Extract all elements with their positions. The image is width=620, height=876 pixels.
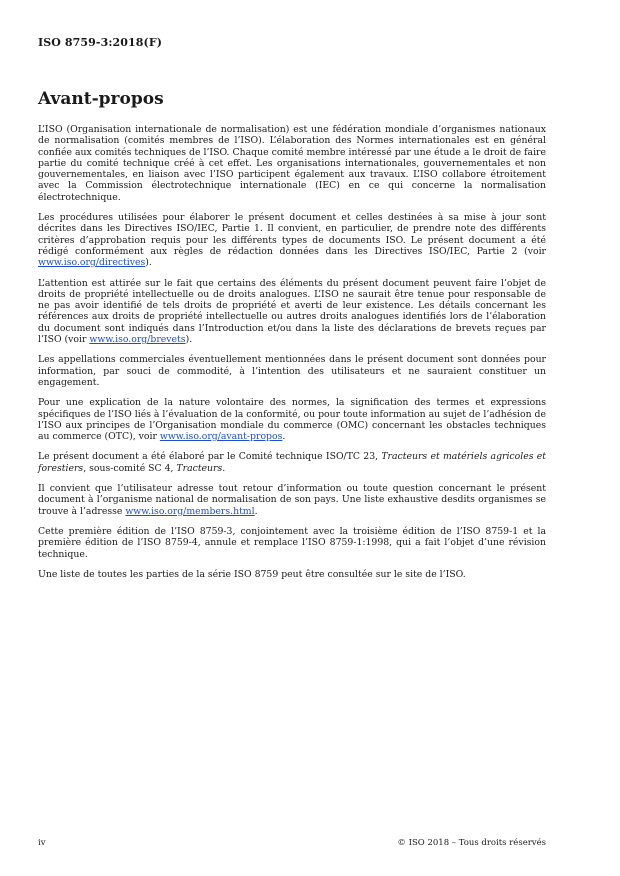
page-footer xyxy=(38,838,546,848)
paragraph-iso-intro: L’ISO (Organisation internationale de normalisation) est une fédération mondiale d’organismes nationaux de normalisation (comités membres de l’ISO). L’élaboration des Normes internationales est en général confiée aux comités techniques de l’ISO. Chaque comité membre intéressé par une étude a le droit de faire partie du comité technique créé à cet effet. Les organisations internationales, gouvernementales et non gouvernementales, en liaison avec l’ISO participent également aux travaux. L’ISO collabore étroitement avec la Commission électrotechnique internationale (IEC) en ce qui concerne la normalisation électrotechnique. xyxy=(38,124,546,203)
members-link[interactable]: www.iso.org/members.html xyxy=(125,505,255,517)
paragraph-committee: Le présent document a été élaboré par le Comité technique ISO/TC 23, Tracteurs et matériels agricoles et forestiers, sous-comité SC 4, Tracteurs. xyxy=(38,451,546,474)
paragraph-patents: L’attention est attirée sur le fait que certains des éléments du présent document peuvent faire l’objet de droits de propriété intellectuelle ou de droits analogues. L’ISO ne saurait être tenue pour responsable de ne pas avoir identifié de tels droits de propriété et averti de leur existence. Les détails concernant les références aux droits de propriété intellectuelle ou autres droits analogues identifiés lors de l’élaboration du document sont indiqués dans l’Introduction et/ou dans la liste des déclarations de brevets reçues par l’ISO (voir www.iso.org/brevets). xyxy=(38,277,546,346)
directives-link[interactable]: www.iso.org/directives xyxy=(38,257,146,269)
brevets-link[interactable]: www.iso.org/brevets xyxy=(89,334,186,346)
page-title: Avant-propos xyxy=(38,89,164,109)
paragraph-voluntary-nature: Pour une explication de la nature volontaire des normes, la signification des termes et expressions spécifiques de l’ISO liés à l’évaluation de la conformité, ou pour toute information au sujet de l’adhésion de l’ISO aux principes de l’Organisation mondiale du commerce (OMC) concernant les obstacles techniques au commerce (OTC), voir www.iso.org/avant-propos. xyxy=(38,397,546,443)
avant-propos-link[interactable]: www.iso.org/avant-propos xyxy=(159,431,283,443)
document-id: ISO 8759-3:2018(F) xyxy=(38,36,163,49)
copyright-notice: © ISO 2018 – Tous droits réservés xyxy=(397,838,546,848)
committee-title: Tracteurs et matériels agricoles et forestiers xyxy=(38,451,546,474)
page-number: iv xyxy=(38,838,46,848)
paragraph-procedures: Les procédures utilisées pour élaborer le présent document et celles destinées à sa mise à jour sont décrites dans les Directives ISO/IEC, Partie 1. Il convient, en particulier, de prendre note des différents critères d’approbation requis pour les différents types de documents ISO. Le présent document a été rédigé conformément aux règles de rédaction données dans les Directives ISO/IEC, Partie 2 (voir www.iso.org/directives). xyxy=(38,212,546,269)
paragraph-edition: Cette première édition de l’ISO 8759-3, conjointement avec la troisième édition de l’ISO 8759-1 et la première édition de l’ISO 8759-4, annule et remplace l’ISO 8759-1:1998, qui a fait l’objet d’une révision technique. xyxy=(38,525,546,560)
paragraph-trade-names: Les appellations commerciales éventuellement mentionnées dans le présent document sont données pour information, par souci de commodité, à l’intention des utilisateurs et ne sauraient constituer un engagement. xyxy=(38,354,546,388)
paragraph-feedback: Il convient que l’utilisateur adresse tout retour d’information ou toute question concernant le présent document à l’organisme national de normalisation de son pays. Une liste exhaustive desdits organismes se trouve à l’adresse www.iso.org/members.html. xyxy=(38,483,546,517)
paragraph-series-list: Une liste de toutes les parties de la série ISO 8759 peut être consultée sur le site de l’ISO. xyxy=(38,568,466,580)
foreword-body xyxy=(38,124,546,589)
subcommittee-title: Tracteurs xyxy=(176,462,223,474)
